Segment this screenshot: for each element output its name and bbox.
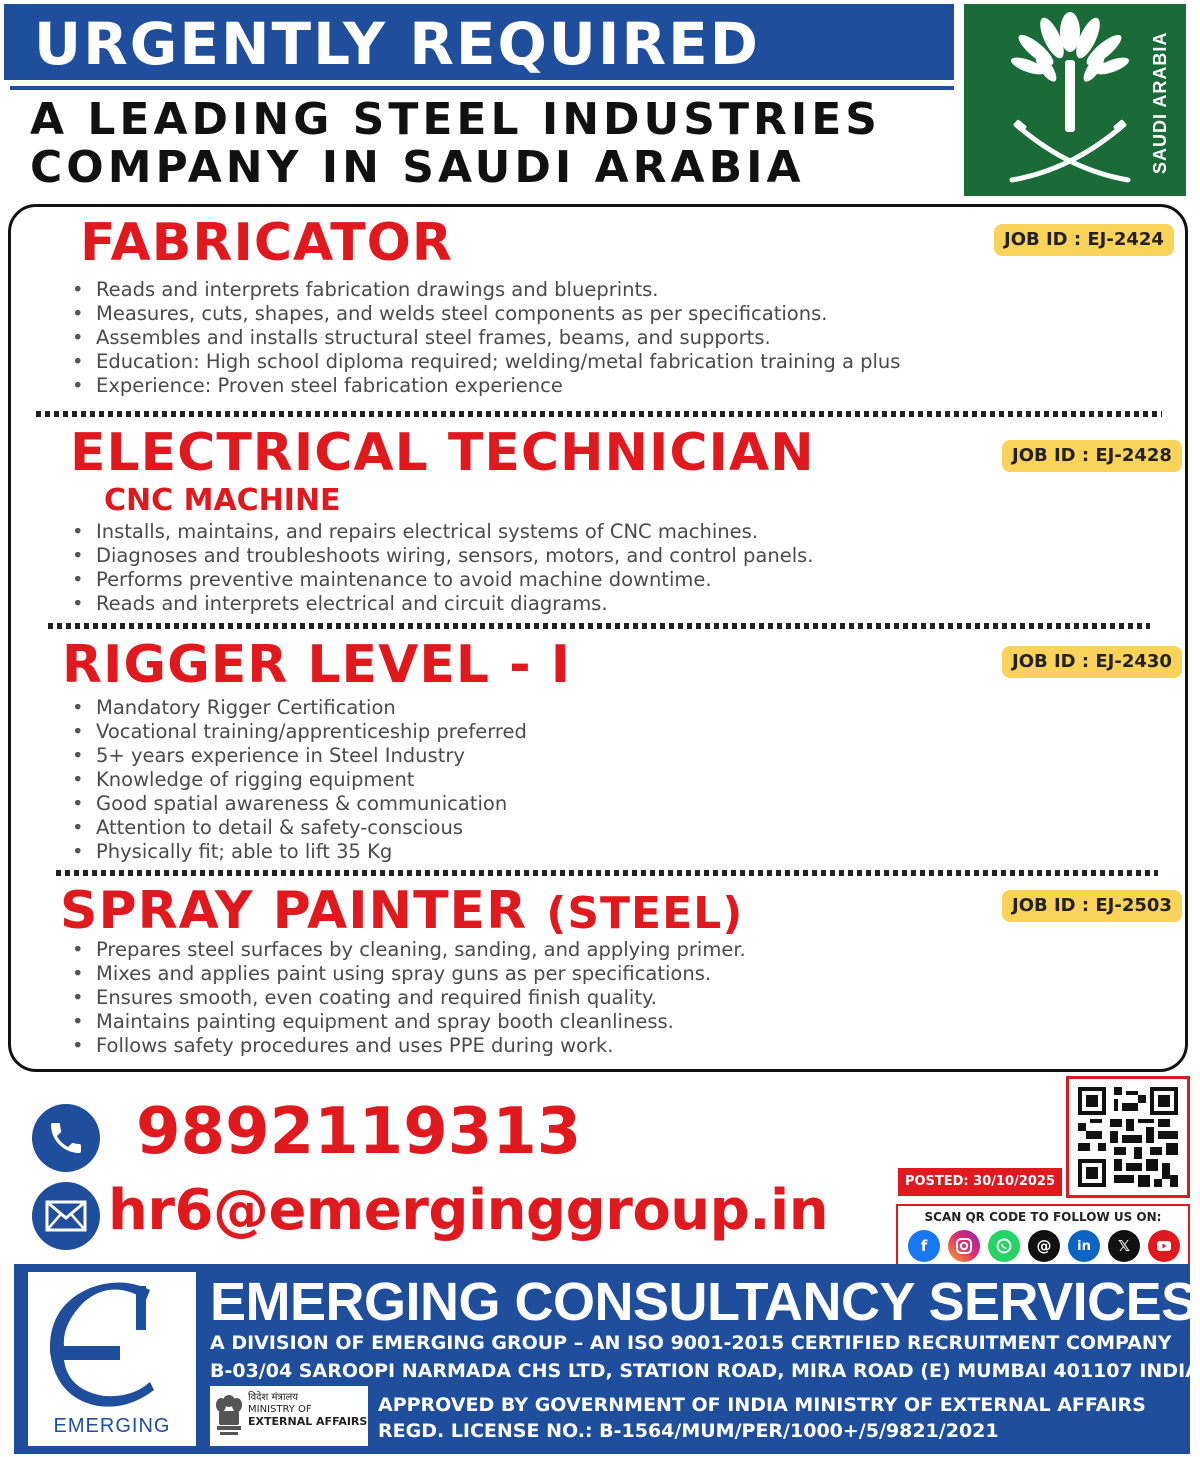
flag-country-label: SAUDI ARABIA (1150, 31, 1170, 175)
job-id-badge: JOB ID : EJ-2503 (1002, 890, 1182, 922)
email-icon (32, 1182, 100, 1250)
mea-line-1: MINISTRY OF (248, 1404, 312, 1415)
job-title-suffix: (STEEL) (546, 888, 744, 939)
social-media-panel (896, 1204, 1190, 1266)
section-divider (36, 411, 1162, 417)
list-item: • Experience: Proven steel fabrication experience (70, 374, 900, 398)
company-name: EMERGING CONSULTANCY SERVICES (210, 1272, 1197, 1332)
license-number: REGD. LICENSE NO.: B-1564/MUM/PER/1000+/5/9821/2021 (378, 1420, 999, 1442)
mea-hindi: विदेश मंत्रालय (248, 1392, 299, 1403)
job-title-electrical-technician: ELECTRICAL TECHNICIAN (70, 423, 815, 483)
facebook-icon[interactable]: f (908, 1230, 940, 1262)
list-item: • Knowledge of rigging equipment (70, 768, 527, 792)
job-title-text: SPRAY PAINTER (60, 881, 528, 941)
logo-caption: EMERGING (53, 1415, 171, 1437)
job-duties-list (70, 938, 746, 1058)
company-line-2: COMPANY IN SAUDI ARABIA (30, 142, 805, 193)
company-address: B-03/04 SAROOPI NARMADA CHS LTD, STATION ROAD, MIRA ROAD (E) MUMBAI 401107 INDIA (210, 1360, 1200, 1382)
palm-and-swords-icon (1000, 10, 1140, 190)
list-item: • Attention to detail & safety-conscious (70, 816, 527, 840)
list-item: • Assembles and installs structural steel frames, beams, and supports. (70, 326, 900, 350)
list-item: • Mandatory Rigger Certification (70, 696, 527, 720)
job-subtitle: CNC MACHINE (104, 483, 341, 518)
email-link[interactable]: hr6@emerginggroup.in (108, 1178, 829, 1243)
mea-text (248, 1392, 367, 1429)
job-id-badge: JOB ID : EJ-2428 (1002, 440, 1182, 472)
national-emblem-icon (214, 1393, 244, 1439)
youtube-icon[interactable] (1148, 1230, 1180, 1262)
whatsapp-glyph-icon (995, 1237, 1013, 1255)
job-title-rigger: RIGGER LEVEL - I (62, 635, 572, 695)
company-line-1: A LEADING STEEL INDUSTRIES (30, 94, 881, 145)
job-duties-list (70, 696, 527, 864)
posted-date-badge: POSTED: 30/10/2025 (898, 1168, 1062, 1196)
list-item: • Follows safety procedures and uses PPE during work. (70, 1034, 746, 1058)
mea-badge (210, 1386, 368, 1446)
list-item: • Reads and interprets electrical and circuit diagrams. (70, 592, 813, 616)
government-approval: APPROVED BY GOVERNMENT OF INDIA MINISTRY OF EXTERNAL AFFAIRS (378, 1394, 1146, 1416)
list-item: • Education: High school diploma required; welding/metal fabrication training a plus (70, 350, 900, 374)
social-icons-row (908, 1230, 1180, 1262)
list-item: • 5+ years experience in Steel Industry (70, 744, 527, 768)
youtube-glyph-icon (1156, 1239, 1172, 1253)
list-item: • Prepares steel surfaces by cleaning, sanding, and applying primer. (70, 938, 746, 962)
job-duties-list (70, 520, 813, 616)
envelope-icon (45, 1200, 87, 1232)
qr-code-icon (1077, 1087, 1179, 1187)
phone-icon (32, 1104, 100, 1172)
company-tagline: A DIVISION OF EMERGING GROUP – AN ISO 9001-2015 CERTIFIED RECRUITMENT COMPANY (210, 1332, 1172, 1354)
mea-line-2: EXTERNAL AFFAIRS (248, 1415, 368, 1428)
list-item: • Performs preventive maintenance to avoid machine downtime. (70, 568, 813, 592)
list-item: • Measures, cuts, shapes, and welds steel components as per specifications. (70, 302, 900, 326)
header-divider (10, 86, 954, 90)
list-item: • Vocational training/apprenticeship preferred (70, 720, 527, 744)
emerging-logo (28, 1272, 196, 1446)
list-item: • Good spatial awareness & communication (70, 792, 527, 816)
phone-number-link[interactable]: 9892119313 (136, 1095, 582, 1169)
x-icon[interactable]: 𝕏 (1108, 1230, 1140, 1262)
social-label: SCAN QR CODE TO FOLLOW US ON: (924, 1210, 1162, 1224)
list-item: • Physically fit; able to lift 35 Kg (70, 840, 527, 864)
job-title-fabricator: FABRICATOR (80, 213, 453, 273)
instagram-glyph-icon (955, 1237, 973, 1255)
qr-code[interactable] (1066, 1076, 1190, 1198)
headline: URGENTLY REQUIRED (34, 10, 760, 78)
job-id-badge: JOB ID : EJ-2430 (1002, 646, 1182, 678)
whatsapp-icon[interactable] (988, 1230, 1020, 1262)
list-item: • Maintains painting equipment and spray booth cleanliness. (70, 1010, 746, 1034)
instagram-icon[interactable] (948, 1230, 980, 1262)
list-item: • Diagnoses and troubleshoots wiring, sensors, motors, and control panels. (70, 544, 813, 568)
list-item: • Installs, maintains, and repairs electrical systems of CNC machines. (70, 520, 813, 544)
job-id-badge: JOB ID : EJ-2424 (994, 224, 1174, 256)
threads-icon[interactable]: @ (1028, 1230, 1060, 1262)
section-divider (48, 623, 1150, 629)
linkedin-icon[interactable]: in (1068, 1230, 1100, 1262)
phone-glyph-icon (46, 1118, 86, 1158)
job-title-spray-painter (60, 880, 743, 945)
list-item: • Ensures smooth, even coating and required finish quality. (70, 986, 746, 1010)
company-footer (14, 1264, 1200, 1454)
saudi-flag-badge (964, 4, 1186, 196)
list-item: • Mixes and applies paint using spray guns as per specifications. (70, 962, 746, 986)
job-duties-list (70, 278, 900, 398)
list-item: • Reads and interprets fabrication drawings and blueprints. (70, 278, 900, 302)
emerging-e-logo-icon (28, 1272, 196, 1412)
section-divider (56, 870, 1158, 876)
header-banner (4, 4, 954, 80)
